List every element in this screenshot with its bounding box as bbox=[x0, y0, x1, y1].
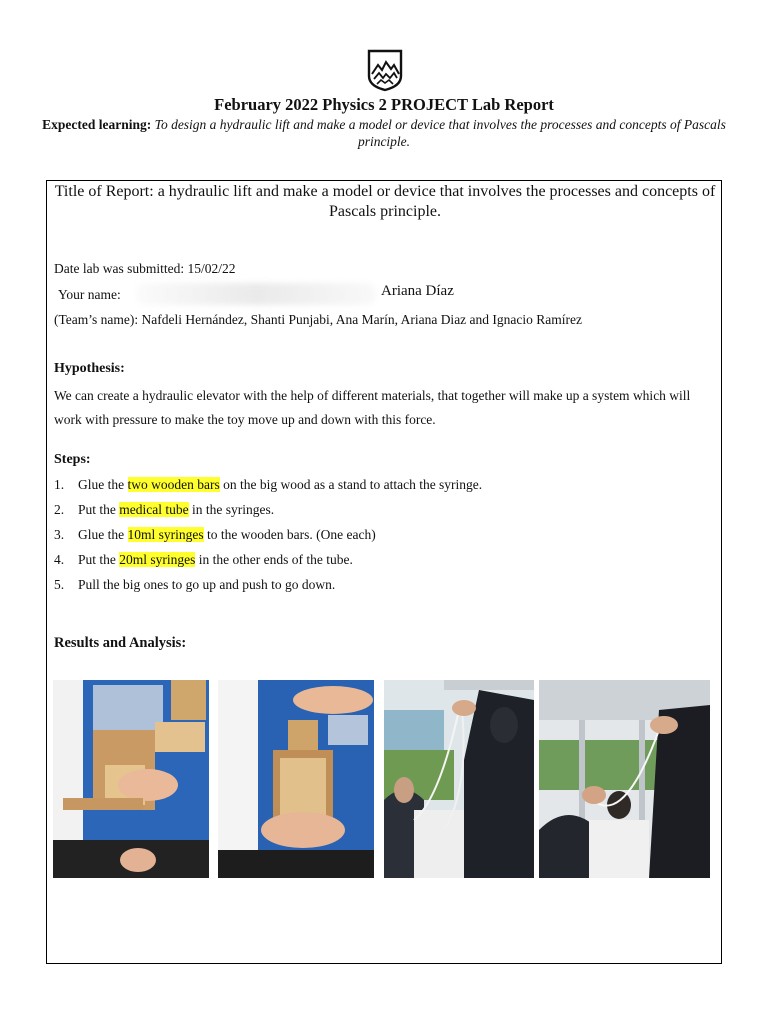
date-submitted: Date lab was submitted: 15/02/22 bbox=[54, 261, 236, 276]
step-item: 5. Pull the big ones to go up and push to go down. bbox=[54, 577, 336, 592]
step-item: 3. Glue the 10ml syringes to the wooden bars. (One each) bbox=[54, 527, 376, 542]
photo-wooden-base bbox=[53, 680, 209, 878]
steps-heading: Steps: bbox=[54, 452, 91, 467]
document-title: February 2022 Physics 2 PROJECT Lab Report bbox=[214, 95, 554, 114]
step-item: 1. Glue the two wooden bars on the big wood as a stand to attach the syringe. bbox=[54, 477, 483, 492]
results-heading: Results and Analysis: bbox=[54, 635, 187, 651]
hypothesis-heading: Hypothesis: bbox=[54, 361, 125, 376]
team-names: (Team’s name): Nafdeli Hernández, Shanti Punjabi, Ana Marín, Ariana Diaz and Ignacio Ramírez bbox=[54, 312, 582, 327]
step-item: 4. Put the 20ml syringes in the other ends of the tube. bbox=[54, 552, 353, 567]
school-logo-icon bbox=[366, 48, 404, 92]
report-title: Title of Report: a hydraulic lift and make a model or device that involves the processes and concepts of Pascals principle. bbox=[54, 183, 716, 220]
expected-learning bbox=[40, 116, 728, 150]
photo-students-lifting bbox=[539, 680, 710, 878]
step-item: 2. Put the medical tube in the syringes. bbox=[54, 502, 275, 517]
photo-students-tube bbox=[384, 680, 534, 878]
expected-learning-label: Expected learning: bbox=[42, 117, 152, 132]
photo-stand-syringe bbox=[218, 680, 374, 878]
hypothesis-text: We can create a hydraulic elevator with the help of different materials, that together will make up a system which will work with pressure to make the toy move up and down with this force. bbox=[54, 388, 691, 427]
name-label: Your name: bbox=[58, 287, 121, 302]
name-value: Ariana Díaz bbox=[381, 283, 454, 299]
redacted-name bbox=[136, 283, 376, 305]
expected-learning-text: To design a hydraulic lift and make a model or device that involves the processes and concepts of Pascals principle. bbox=[154, 117, 726, 149]
